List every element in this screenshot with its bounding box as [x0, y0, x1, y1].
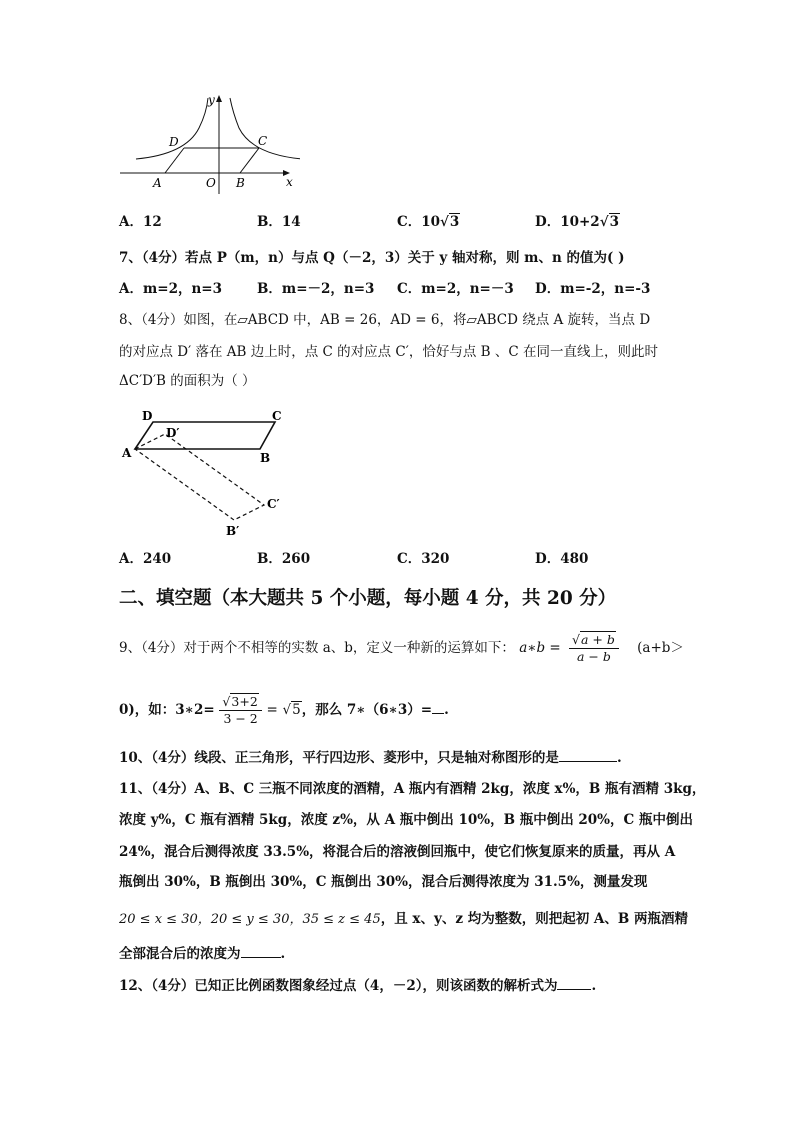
- q9-end: .: [444, 702, 449, 718]
- q7-option-d[interactable]: D．m=-2，n=-3: [535, 281, 651, 297]
- q6-option-c-prefix: C．10: [397, 214, 441, 230]
- q10-question: [119, 749, 622, 767]
- q12-text: 12、（4分）已知正比例函数图象经过点（4，－2），则该函数的解析式为: [119, 978, 558, 994]
- q8-line-1: 8、（4分）如图，在▱ABCD 中，AB = 26，AD = 6，将▱ABCD 绕点 A 旋转，当点 D: [119, 312, 651, 328]
- label-a: A: [153, 176, 162, 190]
- segment-ad: [165, 148, 184, 173]
- q9-def-lhs: a∗b =: [519, 640, 561, 656]
- q6-option-d-prefix: D．10+2: [535, 214, 600, 230]
- q6-option-a[interactable]: A．12: [119, 214, 162, 230]
- label-c: C: [258, 134, 268, 148]
- q9-example-denominator: 3 − 2: [223, 711, 258, 726]
- sqrt-sign: √: [282, 702, 292, 718]
- sqrt-sign: √: [599, 214, 609, 230]
- q12-question: [119, 977, 596, 995]
- label-b-prime: B′: [226, 524, 240, 538]
- sqrt-sign: √: [222, 694, 231, 709]
- q10-text: 10、（4分）线段、正三角形，平行四边形、菱形中，只是轴对称图形的是: [119, 750, 559, 766]
- label-c-prime: C′: [267, 497, 280, 511]
- y-axis-arrow: [216, 95, 222, 102]
- q9-def-denominator: a − b: [576, 649, 611, 664]
- q7-option-a[interactable]: A．m=2，n=3: [119, 281, 222, 297]
- label-d: D: [169, 135, 179, 149]
- q8-line-3: ΔC′D′B 的面积为（ ）: [119, 373, 256, 389]
- q11-line-6: [119, 945, 285, 963]
- label-d: D: [142, 409, 153, 423]
- q9-intro: 9、（4分）对于两个不相等的实数 a、b，定义一种新的运算如下：: [119, 640, 515, 656]
- section-2-title: 二、填空题（本大题共 5 个小题，每小题 4 分，共 20 分）: [119, 588, 617, 609]
- label-b: B: [236, 176, 245, 190]
- q11-line-4: 瓶倒出 30%，B 瓶倒出 30%，C 瓶倒出 30%，混合后测得浓度为 31.5%，测量发现: [119, 874, 648, 890]
- sqrt-sign: √: [440, 214, 449, 230]
- q8-option-a[interactable]: A．240: [119, 551, 172, 567]
- q6-option-d-root: 3: [609, 214, 619, 230]
- q6-option-d[interactable]: [535, 213, 620, 231]
- q9-example-suffix: ，那么 7∗（6∗3）=: [301, 702, 433, 718]
- q9-example-num-value: 3+2: [231, 694, 258, 709]
- q6-option-b[interactable]: B．14: [257, 214, 301, 230]
- right-curve: [230, 98, 300, 159]
- q9-line-1: [119, 630, 684, 666]
- q11-answer-blank[interactable]: [241, 945, 281, 958]
- label-d-prime: D′: [166, 426, 180, 440]
- q6-option-c-root: 3: [449, 214, 460, 230]
- q11-line-6-text: 全部混合后的浓度为: [119, 946, 241, 962]
- label-b: B: [260, 451, 271, 465]
- q11-line-2: 浓度 y%，C 瓶有酒精 5kg，浓度 z%，从 A 瓶中倒出 10%，B 瓶中倒出 20%，C 瓶中倒出: [119, 812, 693, 828]
- q11-inequalities: 20 ≤ x ≤ 30，20 ≤ y ≤ 30，35 ≤ z ≤ 45: [119, 912, 381, 927]
- q12-end: .: [591, 978, 597, 994]
- q7-option-c[interactable]: C．m=2，n=－3: [397, 281, 514, 297]
- q8-figure: [118, 404, 300, 542]
- left-curve: [136, 98, 208, 159]
- q8-option-c[interactable]: C．320: [397, 551, 450, 567]
- q7-option-b[interactable]: B．m=－2，n=3: [257, 281, 375, 297]
- q9-line-2: [119, 692, 449, 728]
- q9-def-numerator: [569, 632, 619, 649]
- q8-option-d[interactable]: D．480: [535, 551, 589, 567]
- parallelogram-abcd: [135, 422, 275, 449]
- q6-option-c[interactable]: [397, 213, 460, 231]
- label-x: x: [286, 175, 293, 189]
- q9-example-prefix: 0)，如：3∗2=: [119, 702, 215, 718]
- q9-def-num-value: a + b: [580, 632, 615, 647]
- q9-def-fraction: [569, 632, 619, 665]
- q9-example-root: 5: [292, 702, 301, 718]
- q9-example-numerator: [219, 694, 261, 711]
- q11-line-1: 11、（4分）A、B、C 三瓶不同浓度的酒精，A 瓶内有酒精 2kg，浓度 x%，B 瓶有酒精 3kg，: [119, 781, 706, 797]
- q11-end: .: [280, 946, 286, 962]
- q11-line-5: [119, 910, 688, 929]
- q8-option-b[interactable]: B．260: [257, 551, 311, 567]
- segment-bc: [240, 148, 259, 173]
- q9-example-fraction: [219, 694, 261, 727]
- label-o: O: [206, 176, 216, 190]
- sqrt-sign: √: [572, 632, 580, 647]
- q9-condition: (a+b＞: [637, 640, 684, 656]
- label-a: A: [122, 446, 132, 460]
- q9-example-eq: =: [266, 702, 278, 718]
- parallelogram-rotated: [135, 434, 264, 520]
- q11-line-5-suffix: ，且 x、y、z 均为整数，则把起初 A、B 两瓶酒精: [380, 911, 688, 927]
- q11-line-3: 24%，混合后测得浓度 33.5%，将混合后的溶液倒回瓶中，使它们恢复原来的质量，再从 A: [119, 844, 676, 860]
- q8-line-2: 的对应点 D′ 落在 AB 边上时，点 C 的对应点 C′，恰好与点 B 、C 在同一直线上，则此时: [119, 344, 658, 360]
- q12-answer-blank[interactable]: [557, 977, 591, 990]
- q10-answer-blank[interactable]: [559, 749, 617, 762]
- q6-figure: [118, 90, 300, 196]
- q7-question: 7、（4分）若点 P（m，n）与点 Q（－2，3）关于 y 轴对称，则 m、n 的值为( ): [119, 250, 625, 266]
- q9-answer-blank[interactable]: [432, 701, 444, 714]
- label-y: y: [208, 93, 215, 107]
- label-c: C: [272, 409, 282, 423]
- q10-end: .: [616, 750, 622, 766]
